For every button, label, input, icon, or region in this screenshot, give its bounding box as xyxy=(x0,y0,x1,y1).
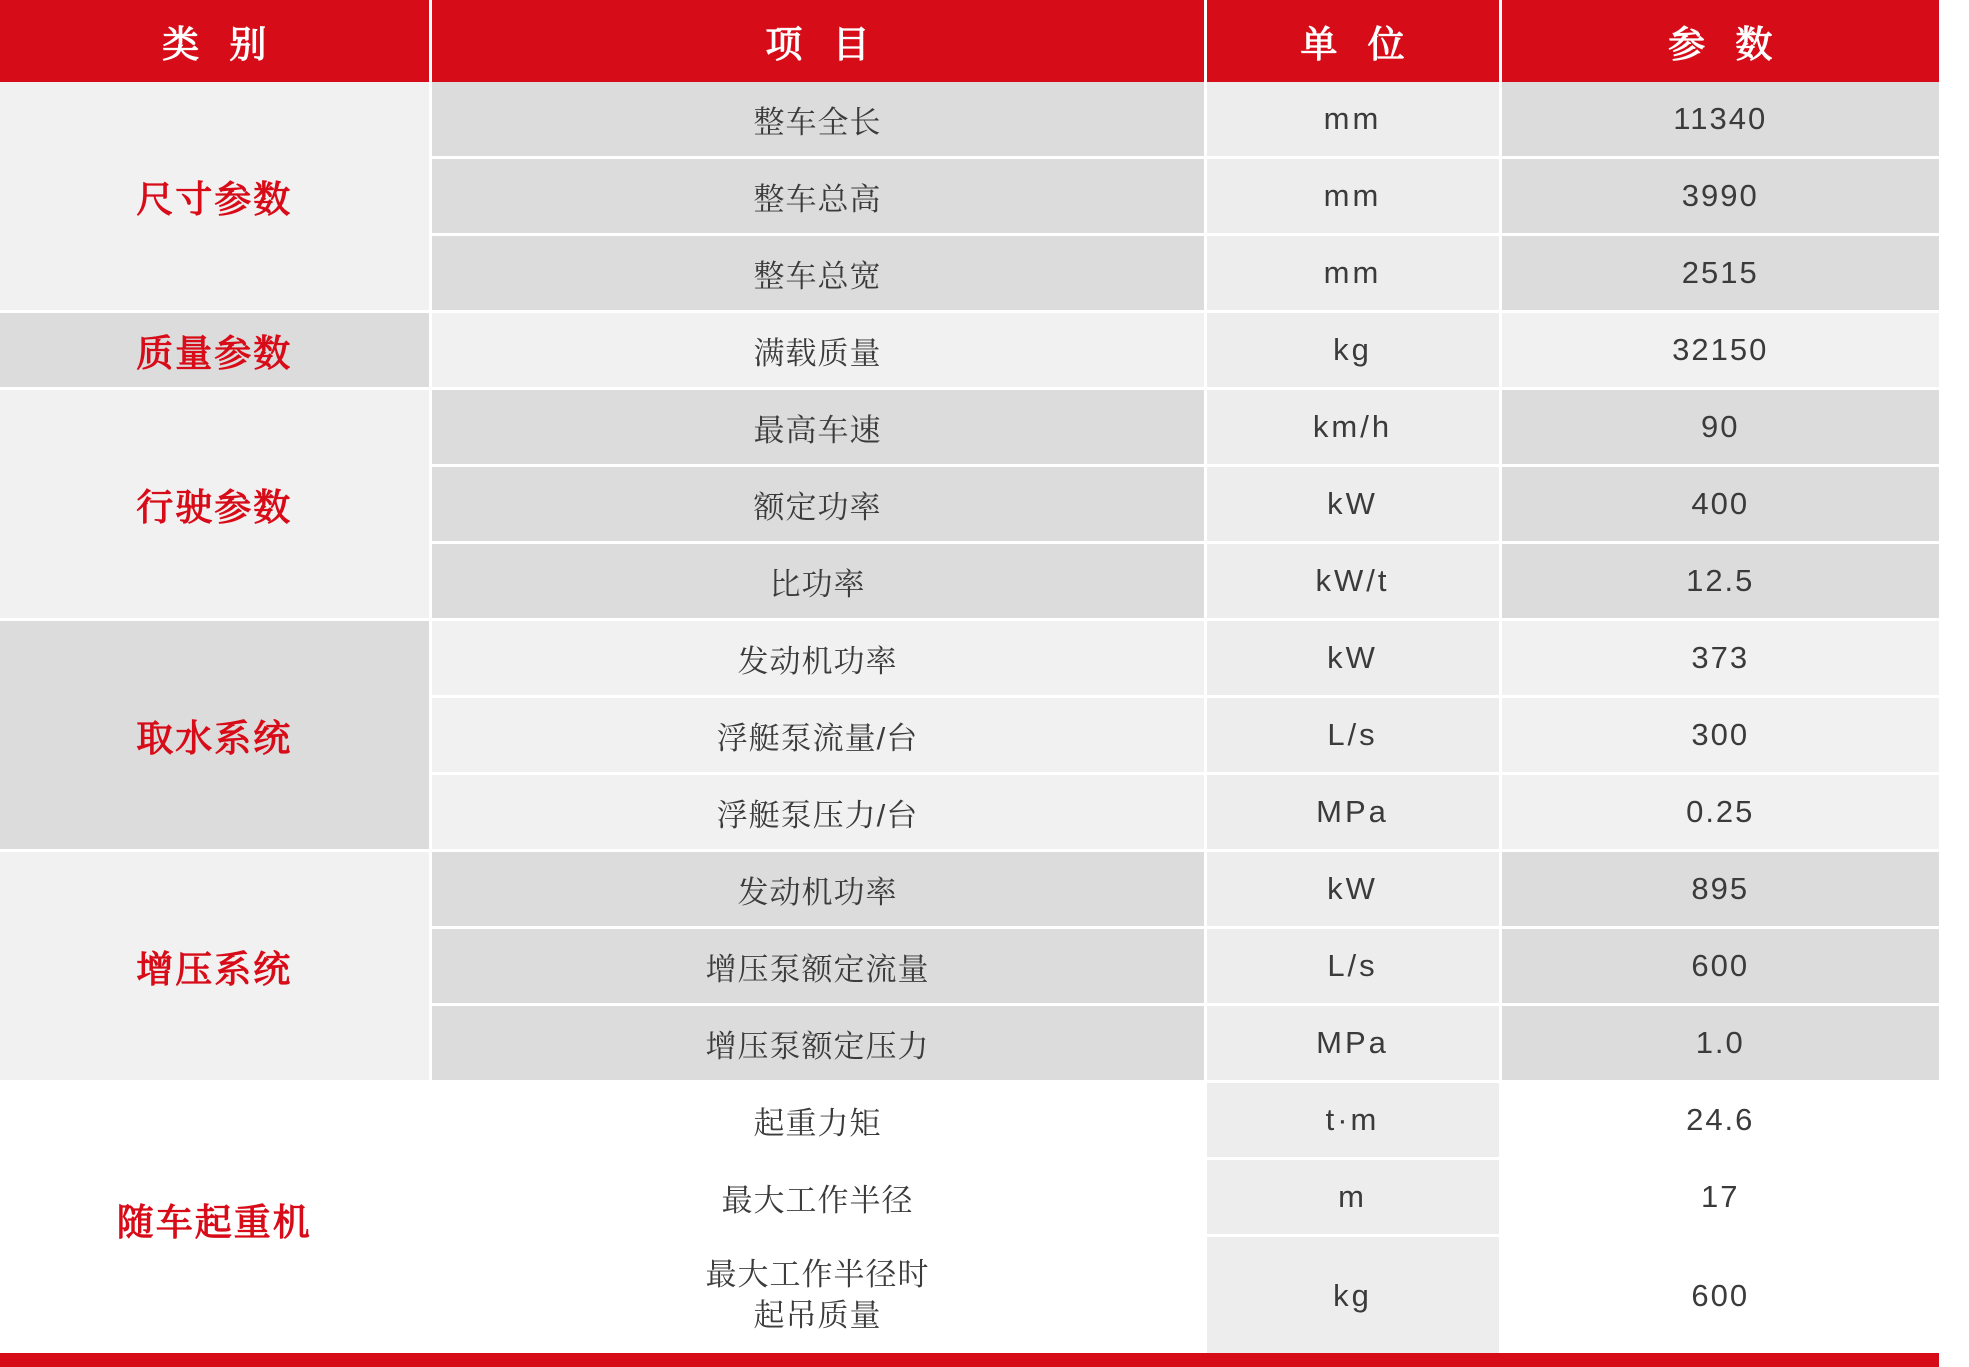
bottom-accent-bar xyxy=(0,1353,1939,1367)
header-row xyxy=(0,0,1939,82)
unit-cell: L/s xyxy=(1205,928,1500,1005)
header-unit: 单 位 xyxy=(1205,0,1500,82)
unit-cell: MPa xyxy=(1205,774,1500,851)
unit-cell: kW xyxy=(1205,851,1500,928)
item-cell: 浮艇泵压力/台 xyxy=(430,774,1205,851)
value-cell: 1.0 xyxy=(1500,1005,1939,1082)
category-cell-driving: 行驶参数 xyxy=(0,389,430,620)
unit-cell: kW xyxy=(1205,620,1500,697)
item-cell: 增压泵额定流量 xyxy=(430,928,1205,1005)
unit-cell: kg xyxy=(1205,1236,1500,1357)
unit-cell: kW xyxy=(1205,466,1500,543)
value-cell: 32150 xyxy=(1500,312,1939,389)
category-cell-crane: 随车起重机 xyxy=(0,1082,430,1357)
value-cell: 373 xyxy=(1500,620,1939,697)
table-row xyxy=(0,82,1939,158)
item-cell: 整车总宽 xyxy=(430,235,1205,312)
item-cell: 增压泵额定压力 xyxy=(430,1005,1205,1082)
item-cell: 起重力矩 xyxy=(430,1082,1205,1159)
item-cell-line2: 起吊质量 xyxy=(753,1298,882,1333)
item-cell: 满载质量 xyxy=(430,312,1205,389)
item-cell-line1: 最大工作半径时 xyxy=(705,1257,930,1293)
unit-cell: mm xyxy=(1205,235,1500,312)
category-cell-dimensions: 尺寸参数 xyxy=(0,82,430,312)
table-row xyxy=(0,620,1939,697)
table-row xyxy=(0,312,1939,389)
category-cell-boost: 增压系统 xyxy=(0,851,430,1082)
item-cell xyxy=(430,1236,1205,1357)
table-row xyxy=(0,389,1939,466)
item-cell: 额定功率 xyxy=(430,466,1205,543)
item-cell: 比功率 xyxy=(430,543,1205,620)
category-cell-mass: 质量参数 xyxy=(0,312,430,389)
unit-cell: m xyxy=(1205,1159,1500,1236)
header-item: 项 目 xyxy=(430,0,1205,82)
unit-cell: t·m xyxy=(1205,1082,1500,1159)
item-cell: 整车全长 xyxy=(430,82,1205,158)
table-row xyxy=(0,1082,1939,1159)
header-value: 参 数 xyxy=(1500,0,1939,82)
value-cell: 90 xyxy=(1500,389,1939,466)
value-cell: 12.5 xyxy=(1500,543,1939,620)
unit-cell: kW/t xyxy=(1205,543,1500,620)
table-body xyxy=(0,82,1939,1357)
value-cell: 2515 xyxy=(1500,235,1939,312)
item-cell: 最高车速 xyxy=(430,389,1205,466)
table-header xyxy=(0,0,1939,82)
item-cell: 发动机功率 xyxy=(430,851,1205,928)
value-cell: 17 xyxy=(1500,1159,1939,1236)
unit-cell: mm xyxy=(1205,158,1500,235)
value-cell: 600 xyxy=(1500,1236,1939,1357)
item-cell: 整车总高 xyxy=(430,158,1205,235)
value-cell: 300 xyxy=(1500,697,1939,774)
header-category: 类 别 xyxy=(0,0,430,82)
table-row xyxy=(0,851,1939,928)
unit-cell: km/h xyxy=(1205,389,1500,466)
unit-cell: mm xyxy=(1205,82,1500,158)
unit-cell: MPa xyxy=(1205,1005,1500,1082)
value-cell: 400 xyxy=(1500,466,1939,543)
value-cell: 11340 xyxy=(1500,82,1939,158)
item-cell: 浮艇泵流量/台 xyxy=(430,697,1205,774)
value-cell: 3990 xyxy=(1500,158,1939,235)
category-cell-water-intake: 取水系统 xyxy=(0,620,430,851)
unit-cell: L/s xyxy=(1205,697,1500,774)
value-cell: 24.6 xyxy=(1500,1082,1939,1159)
item-cell: 最大工作半径 xyxy=(430,1159,1205,1236)
unit-cell: kg xyxy=(1205,312,1500,389)
value-cell: 895 xyxy=(1500,851,1939,928)
value-cell: 0.25 xyxy=(1500,774,1939,851)
value-cell: 600 xyxy=(1500,928,1939,1005)
item-cell: 发动机功率 xyxy=(430,620,1205,697)
